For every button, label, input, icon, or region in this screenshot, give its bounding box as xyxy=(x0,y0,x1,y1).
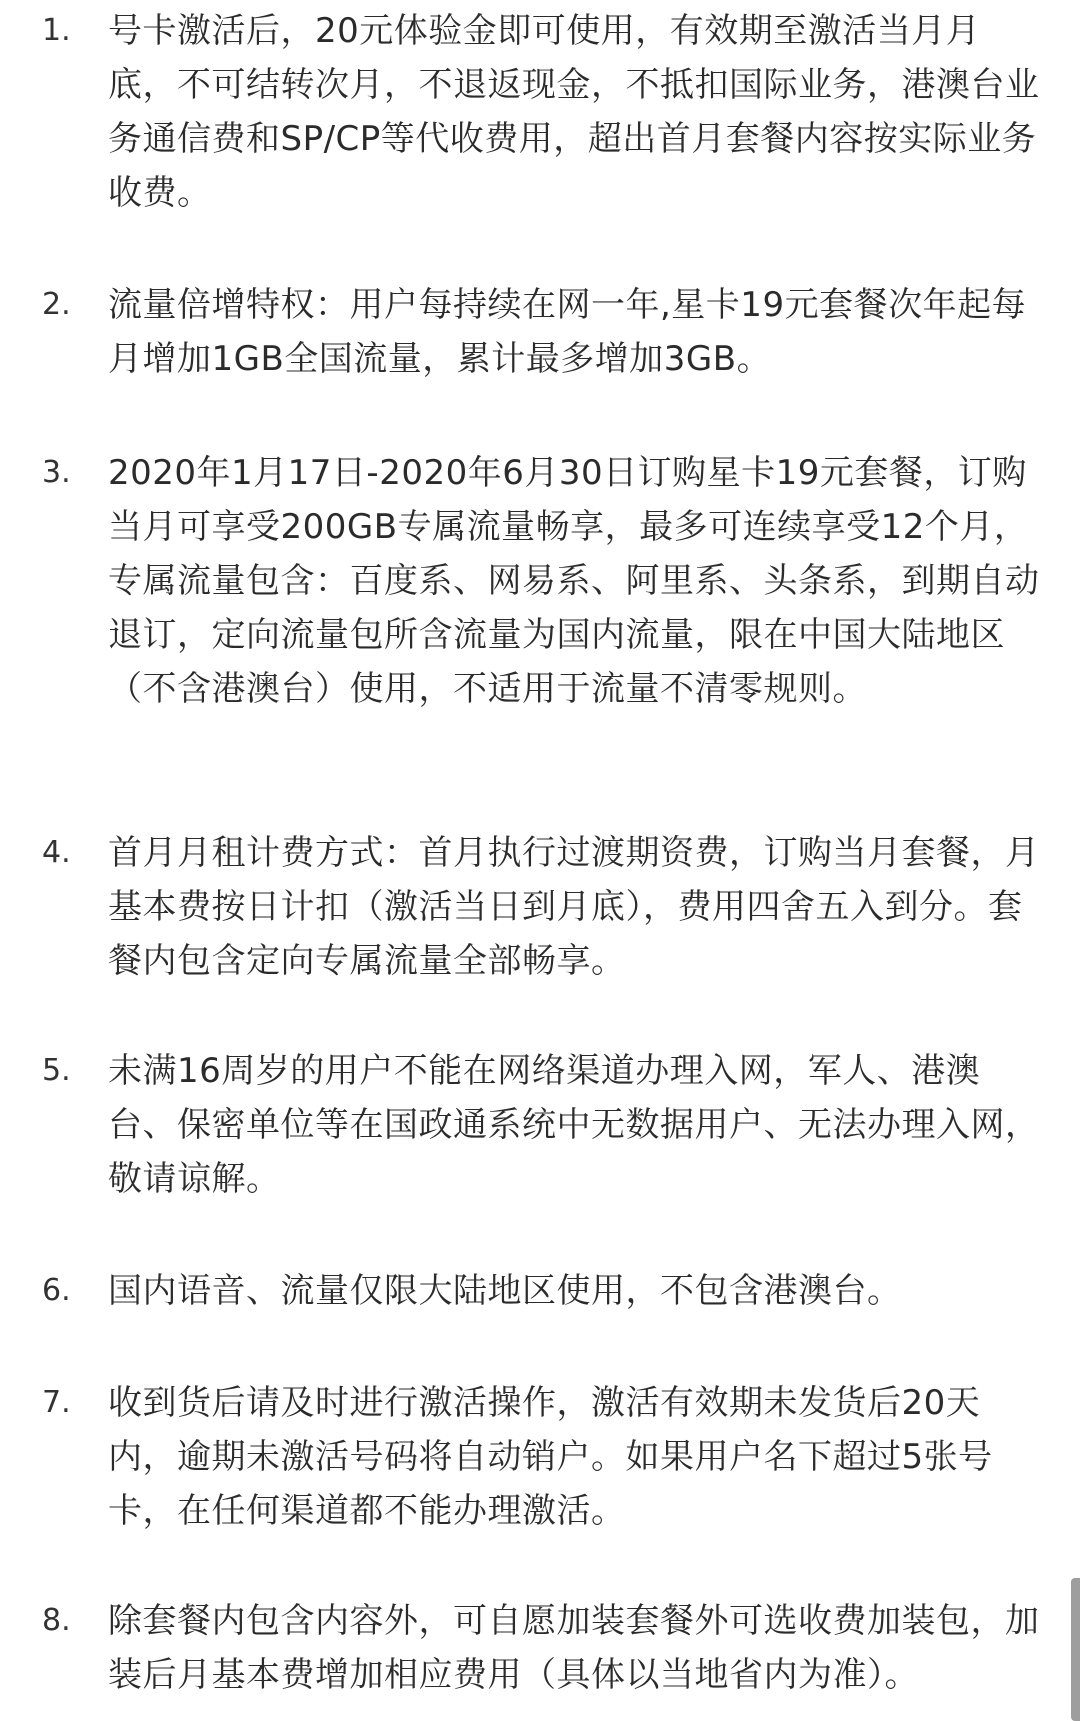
term-text: 首月月租计费方式：首月执行过渡期资费，订购当月套餐，月基本费按日计扣（激活当日到月底），费用四舍五入到分。套餐内包含定向专属流量全部畅享。 xyxy=(108,833,1040,981)
term-number: 3. xyxy=(42,455,71,490)
term-text: 号卡激活后，20元体验金即可使用，有效期至激活当月月底，不可结转次月，不退返现金，不抵扣国际业务，港澳台业务通信费和SP/CP等代收费用，超出首月套餐内容按实际业务收费。 xyxy=(108,11,1040,213)
scrollbar-thumb[interactable] xyxy=(1071,1578,1080,1721)
term-number: 2. xyxy=(42,287,71,322)
term-number: 7. xyxy=(42,1385,71,1420)
term-text: 2020年1月17日-2020年6月30日订购星卡19元套餐，订购当月可享受200GB专属流量畅享，最多可连续享受12个月，专属流量包含：百度系、网易系、阿里系、头条系，到期自动退订，定向流量包所含流量为国内流量，限在中国大陆地区（不含港澳台）使用，不适用于流量不清零规则。 xyxy=(108,453,1040,709)
term-text: 未满16周岁的用户不能在网络渠道办理入网，军人、港澳台、保密单位等在国政通系统中无数据用户、无法办理入网，敬请谅解。 xyxy=(108,1051,1040,1199)
term-number: 5. xyxy=(42,1053,71,1088)
term-text: 除套餐内包含内容外，可自愿加装套餐外可选收费加装包，加装后月基本费增加相应费用（具体以当地省内为准）。 xyxy=(108,1601,1040,1695)
term-number: 1. xyxy=(42,13,71,48)
term-number: 8. xyxy=(42,1603,71,1638)
term-number: 6. xyxy=(42,1273,71,1308)
term-text: 收到货后请及时进行激活操作，激活有效期未发货后20天内，逾期未激活号码将自动销户。如果用户名下超过5张号卡，在任何渠道都不能办理激活。 xyxy=(108,1383,993,1531)
term-text: 国内语音、流量仅限大陆地区使用，不包含港澳台。 xyxy=(108,1271,902,1311)
term-text: 流量倍增特权：用户每持续在网一年,星卡19元套餐次年起每月增加1GB全国流量，累计最多增加3GB。 xyxy=(108,285,1027,379)
term-number: 4. xyxy=(42,835,71,870)
